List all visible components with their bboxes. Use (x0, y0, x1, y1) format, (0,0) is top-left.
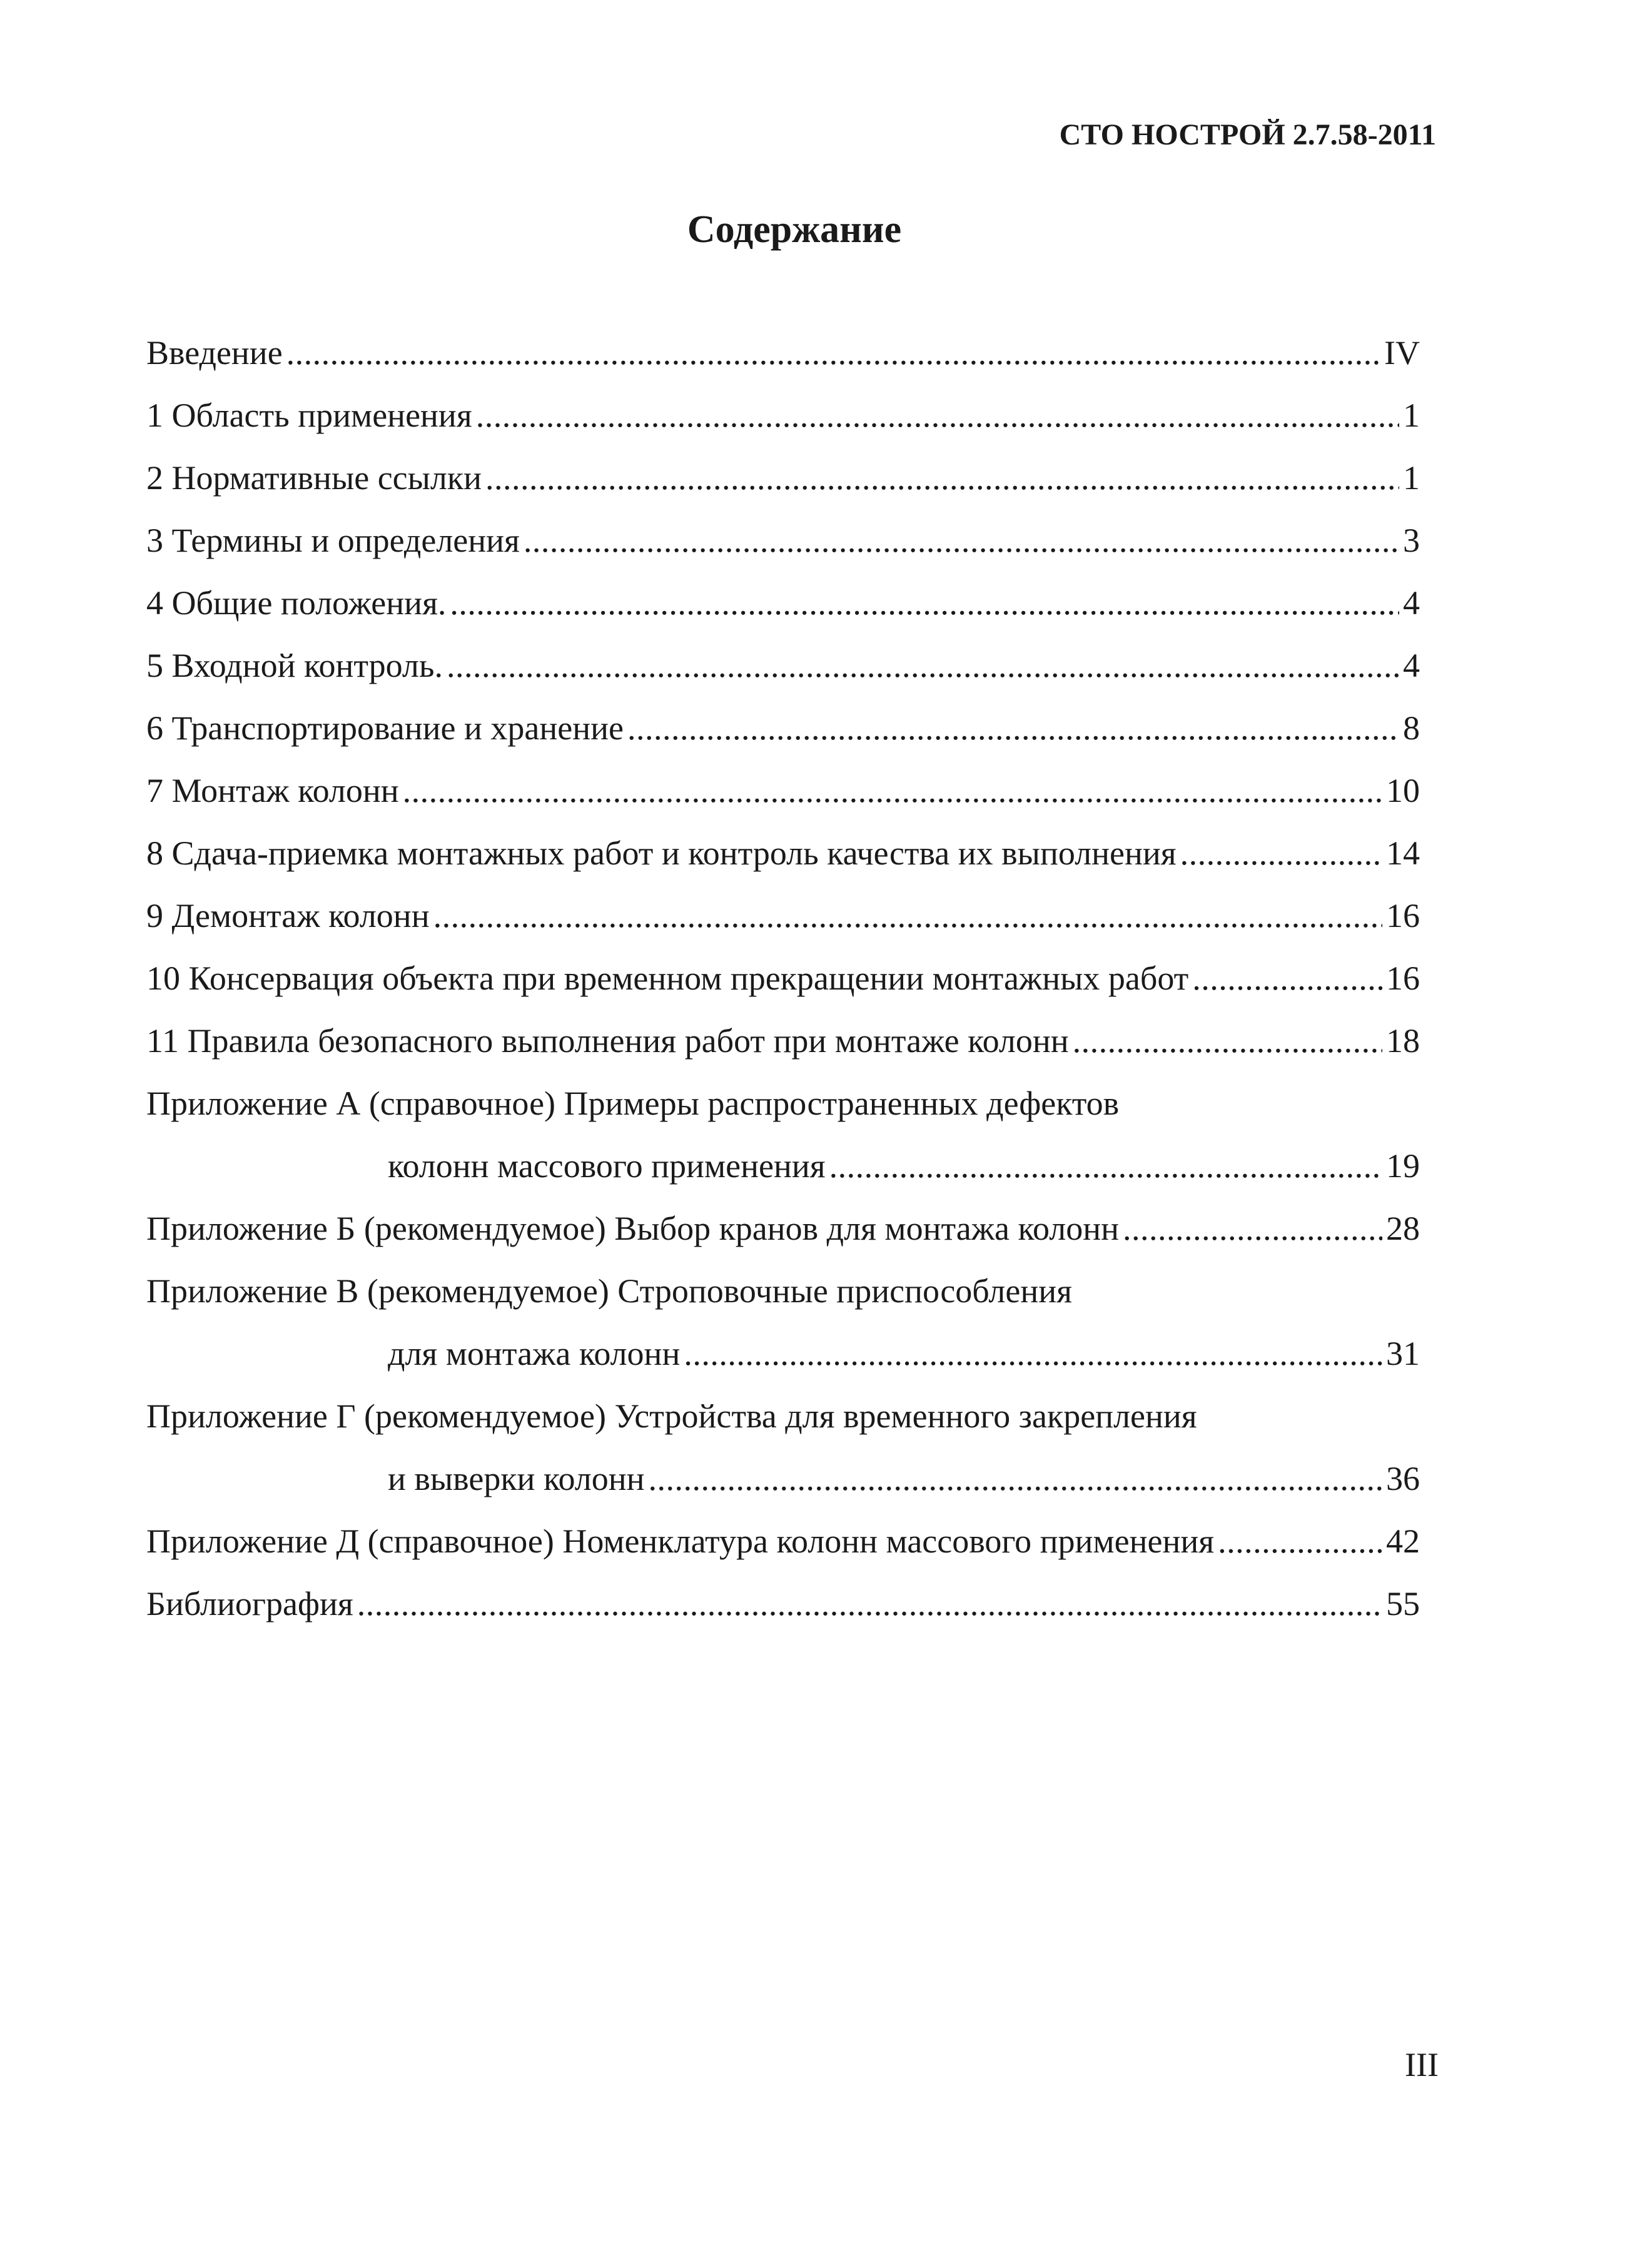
toc-entry-9[interactable] (146, 884, 1420, 947)
toc-entry-page: 8 (1403, 709, 1420, 747)
toc-entry-text: 3 Термины и определения (146, 522, 520, 559)
dot-leader (648, 1447, 1382, 1510)
dot-leader (485, 447, 1399, 509)
toc-entry-10[interactable] (146, 947, 1420, 1010)
toc-entry-text: 11 Правила безопасного выполнения работ при монтаже колонн (146, 1022, 1069, 1060)
toc-entry-8[interactable] (146, 822, 1420, 884)
toc-entry-page: 31 (1386, 1335, 1420, 1372)
toc-entry-text: Введение (146, 334, 283, 372)
dot-leader (403, 759, 1382, 822)
toc-entry-text: Приложение А (справочное) Примеры распространенных дефектов (146, 1085, 1120, 1122)
dot-leader (286, 321, 1380, 384)
dot-leader (1192, 947, 1382, 1010)
dot-leader (433, 884, 1382, 947)
dot-leader (476, 384, 1399, 447)
toc-entry-page: 42 (1386, 1522, 1420, 1560)
toc-entry-text: 7 Монтаж колонн (146, 772, 399, 809)
toc-entry-page: 10 (1386, 772, 1420, 809)
toc-entry-text: Приложение В (рекомендуемое) Строповочные приспособления (146, 1272, 1072, 1310)
dot-leader (627, 697, 1399, 759)
toc-entry-text: 1 Область применения (146, 397, 472, 434)
toc-entry-continuation: для монтажа колонн (388, 1335, 681, 1372)
toc-entry-text: Приложение Г (рекомендуемое) Устройства для временного закрепления (146, 1397, 1197, 1435)
toc-entry-page: 55 (1386, 1585, 1420, 1623)
toc-entry-text: Приложение Б (рекомендуемое) Выбор кранов для монтажа колонн (146, 1210, 1120, 1247)
toc-entry-appendix-a-continuation[interactable] (146, 1135, 1420, 1197)
toc-entry-appendix-v-continuation[interactable] (146, 1322, 1420, 1385)
toc-entry-appendix-g[interactable] (146, 1385, 1420, 1447)
dot-leader (357, 1572, 1382, 1635)
toc-entry-11[interactable] (146, 1010, 1420, 1072)
toc-entry-1[interactable] (146, 384, 1420, 447)
toc-entry-appendix-v[interactable] (146, 1260, 1420, 1322)
toc-entry-4[interactable] (146, 572, 1420, 634)
dot-leader (447, 634, 1399, 697)
dot-leader (1180, 822, 1382, 884)
toc-entry-2[interactable] (146, 447, 1420, 509)
dot-leader (450, 572, 1399, 634)
page-title: Содержание (687, 208, 902, 251)
toc-entry-continuation: и выверки колонн (388, 1460, 645, 1497)
toc-entry-3[interactable] (146, 509, 1420, 572)
dot-leader (829, 1135, 1382, 1197)
toc-entry-page: 36 (1386, 1460, 1420, 1497)
toc-entry-6[interactable] (146, 697, 1420, 759)
toc-entry-page: 19 (1386, 1147, 1420, 1185)
toc-entry-page: 28 (1386, 1210, 1420, 1247)
toc-entry-page: 1 (1403, 459, 1420, 497)
document-code: СТО НОСТРОЙ 2.7.58-2011 (1059, 118, 1436, 151)
toc-entry-text: 4 Общие положения. (146, 584, 447, 622)
toc-entry-text: 9 Демонтаж колонн (146, 897, 430, 934)
toc-entry-page: 1 (1403, 397, 1420, 434)
toc-entry-continuation: колонн массового применения (388, 1147, 826, 1185)
toc-entry-text: 5 Входной контроль. (146, 647, 443, 684)
dot-leader (1123, 1197, 1382, 1260)
toc-entry-appendix-b[interactable] (146, 1197, 1420, 1260)
toc-entry-page: 4 (1403, 647, 1420, 684)
toc-entry-page: 16 (1386, 897, 1420, 934)
toc-entry-appendix-g-continuation[interactable] (146, 1447, 1420, 1510)
toc-entry-5[interactable] (146, 634, 1420, 697)
dot-leader (524, 509, 1399, 572)
toc-entry-page: IV (1384, 334, 1420, 372)
toc-entry-bibliography[interactable] (146, 1572, 1420, 1635)
toc-entry-text: Библиография (146, 1585, 353, 1623)
toc-entry-appendix-d[interactable] (146, 1510, 1420, 1572)
toc-entry-text: 2 Нормативные ссылки (146, 459, 482, 497)
toc-entry-page: 16 (1386, 959, 1420, 997)
toc-entry-text: 8 Сдача-приемка монтажных работ и контроль качества их выполнения (146, 834, 1177, 872)
toc-entry-page: 4 (1403, 584, 1420, 622)
toc-entry-text: Приложение Д (справочное) Номенклатура колонн массового применения (146, 1522, 1215, 1560)
dot-leader (684, 1322, 1382, 1385)
toc-entry-appendix-a[interactable] (146, 1072, 1420, 1135)
dot-leader (1073, 1010, 1382, 1072)
toc-entry-page: 3 (1403, 522, 1420, 559)
toc-entry-page: 14 (1386, 834, 1420, 872)
toc-entry-page: 18 (1386, 1022, 1420, 1060)
toc-entry-7[interactable] (146, 759, 1420, 822)
toc-entry-text: 10 Консервация объекта при временном прекращении монтажных работ (146, 959, 1189, 997)
toc-entry-introduction[interactable] (146, 321, 1420, 384)
toc-entry-text: 6 Транспортирование и хранение (146, 709, 624, 747)
page-number: III (1405, 2046, 1439, 2083)
dot-leader (1218, 1510, 1382, 1572)
table-of-contents (146, 321, 1420, 1635)
